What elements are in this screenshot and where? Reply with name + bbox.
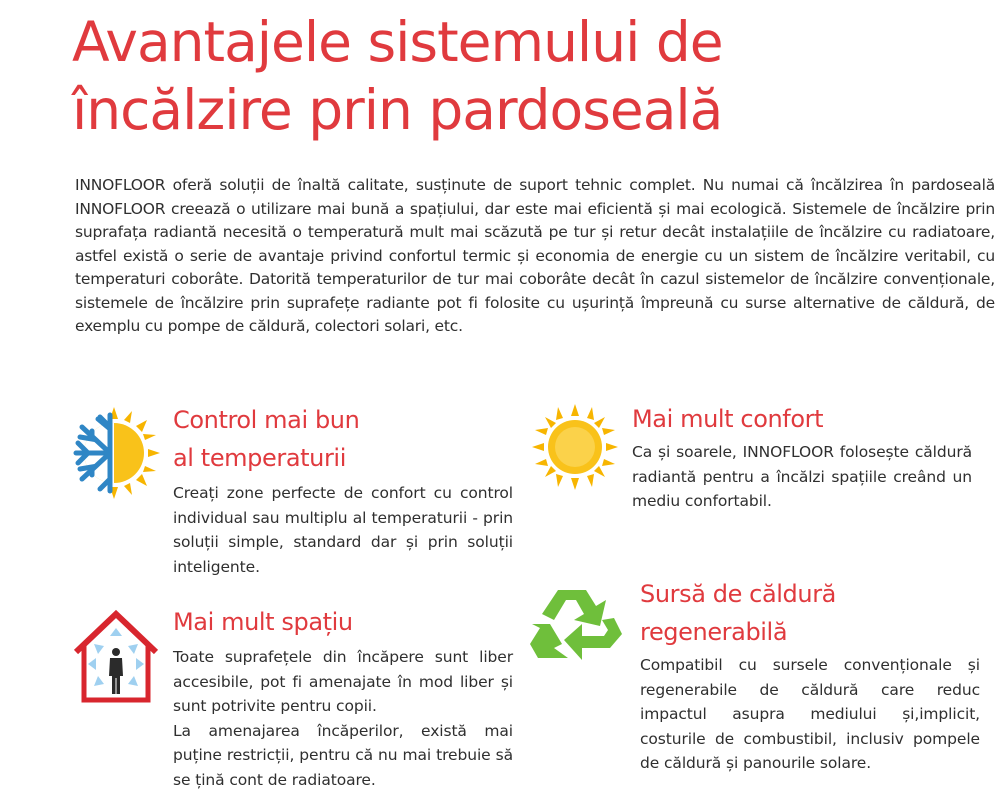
- feature-renewable-title-line-1: Sursă de căldură: [640, 580, 836, 608]
- title-line-2: încălzire prin pardoseală: [72, 78, 723, 142]
- house-person-icon: [70, 608, 162, 704]
- feature-renewable: [640, 575, 980, 776]
- feature-comfort-text: Ca și soarele, INNOFLOOR folosește căldură radiantă pentru a încălzi spațiile creând un mediu confortabil.: [632, 443, 972, 510]
- intro-paragraph: INNOFLOOR oferă soluții de înaltă calitate, susținute de suport tehnic complet. Nu numai că încălzirea în pardoseală INNOFLOOR creează o utilizare mai bună a spațiului, dar este mai eficientă și mai ecologică. Sistemele de încălzire prin suprafața radiantă necesită o temperatură mult mai scăzută pe tur și retur decât instalațiile de încălzire cu radiatoare, astfel există o serie de avantaje privind confortul termic și economia de energie cu un sistem de încălzire veritabil, cu temperaturi coborâte. Datorită temperaturilor de tur mai coborâte decât în cazul sistemelor de încălzire convenționale, sistemele de încălzire prin suprafețe radiante pot fi folosite cu ușurință împreună cu surse alternative de căldură, de exemplu cu pompe de căldură, colectori solari, etc.: [75, 176, 995, 335]
- feature-comfort-title: Mai mult confort: [632, 405, 824, 433]
- feature-renewable-text: Compatibil cu sursele convenționale și regenerabile de căldură care reduc impactul asupra mediului și,implicit, costurile de combustibil, inclusiv pompele de căldură și panourile solare.: [640, 656, 980, 772]
- feature-control-title-line-1: Control mai bun: [173, 406, 360, 434]
- feature-control-text: Creați zone perfecte de confort cu control individual sau multiplu al temperaturii - prin soluții simple, standard dar și prin soluții inteligente.: [173, 484, 513, 576]
- feature-space-title: Mai mult spațiu: [173, 608, 353, 636]
- feature-space-text-1: Toate suprafețele din încăpere sunt liber accesibile, pot fi amenajate în mod liber și sunt potrivite pentru copii.: [173, 648, 513, 715]
- feature-renewable-title: [640, 575, 980, 651]
- feature-control: [173, 401, 513, 579]
- snowflake-sun-icon: [66, 405, 162, 501]
- feature-control-title-line-2: al temperaturii: [173, 444, 346, 472]
- feature-comfort: [632, 400, 972, 514]
- feature-control-title: [173, 401, 513, 477]
- page-title: [72, 8, 972, 144]
- feature-space: [173, 603, 513, 792]
- feature-renewable-title-line-2: regenerabilă: [640, 618, 788, 646]
- title-line-1: Avantajele sistemului de: [72, 10, 723, 74]
- recycle-icon: [528, 584, 624, 662]
- feature-space-text-2: La amenajarea încăperilor, există mai puține restricții, pentru că nu mai trebuie să se țină cont de radiatoare.: [173, 721, 513, 789]
- sun-icon: [530, 402, 620, 492]
